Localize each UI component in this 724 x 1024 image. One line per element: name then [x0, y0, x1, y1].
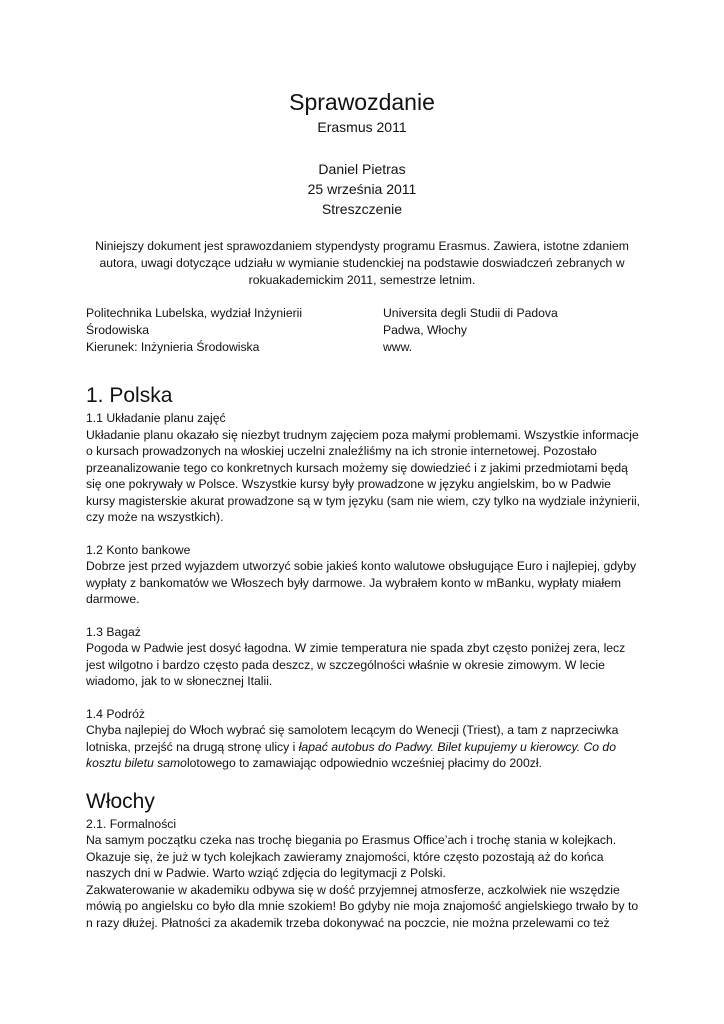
host-university-name: Universita degli Studii di Padova: [383, 306, 558, 320]
subsection-heading-plan: 1.1 Układanie planu zajęć: [86, 411, 226, 425]
section-heading-polska: 1. Polska: [86, 384, 173, 407]
travel-text-italic: łapać autobus do Padwy. Bilet kupujemy u kierowcy. Co do kosztu biletu samo: [86, 739, 616, 770]
author-name: Daniel Pietras: [318, 161, 406, 177]
subsection-heading-bank: 1.2 Konto bankowe: [86, 542, 191, 557]
subsection-heading-luggage: 1.3 Bagaż: [86, 624, 141, 639]
paragraph-luggage: Pogoda w Padwie jest dosyć łagodna. W zimie temperatura nie spada zbyt często poniżej zera, lecz jest wilgotno i bardzo często pada deszcz, w szczególności właśnie w okresie zimowym. W lecie wiadomo, jak to w słonecznej Italii.: [86, 641, 626, 688]
home-university-line: Politechnika Lubelska, wydział Inżynierii: [86, 306, 303, 320]
paragraph-formalities: Na samym początku czeka nas trochę biegania po Erasmus Office’ach i trochę stania w kolejkach. Okazuje się, że już w tych kolejkach zawieramy znajomości, które często pozostają aż do końca naszych dni w Padwie. Warto wziąć zdjęcia do legitymacji z Polski.: [86, 833, 617, 880]
host-university-block: [383, 305, 643, 356]
subsection-heading-formalities: 2.1. Formalności: [86, 816, 177, 831]
document-body: [86, 384, 642, 931]
paragraph-travel: [86, 722, 642, 772]
home-university-block: [86, 305, 346, 356]
host-website: www.: [383, 340, 413, 354]
paragraph-plan: Układanie planu okazało się niezbyt trudnym zajęciem poza małymi problemami. Wszystkie informacje o kursach prowadzonych na włoskiej uczelni znaleźliśmy na ich stronie internetowej. Pozostało przeanalizowanie tego co konkretnych kursach możemy się dowiedzieć i z jakimi przedmiotami będą się one pokrywały w Polsce. Wszystkie kursy były prowadzone w języku angielskim, bo w Padwie kursy magisterskie akurat prowadzone są w tym języku (sam nie wiem, czy tylko na wydziale inżynierii, czy może na wszystkich).: [86, 427, 641, 524]
travel-text-end: lotowego to zamawiając odpowiednio wcześniej płacimy do 200zł.: [186, 756, 542, 770]
home-field-of-study: Kierunek: Inżynieria Środowiska: [86, 340, 260, 354]
document-subtitle: Erasmus 2011: [317, 119, 407, 135]
subsection-heading-travel: 1.4 Podróż: [86, 706, 145, 721]
paragraph-bank: Dobrze jest przed wyjazdem utworzyć sobie jakieś konto walutowe obsługujące Euro i najlepiej, gdyby wypłaty z bankomatów we Włoszech były darmowe. Ja wybrałem konto w mBanku, wypłaty miałem darmowe.: [86, 559, 637, 606]
home-university-line: Środowiska: [86, 323, 149, 337]
host-city: Padwa, Włochy: [383, 323, 467, 337]
section-heading-wlochy: Włochy: [86, 789, 155, 813]
abstract-text: Niniejszy dokument jest sprawozdaniem stypendysty programu Erasmus. Zawiera, istotne zdaniem autora, uwagi dotyczące udziału w wymianie studenckiej na podstawie doswiadczeń zebranych w rokuakademickim 2011, semestrze letnim.: [95, 239, 629, 287]
travel-text-start: Chyba najlepiej do Włoch wybrać się samolotem lecącym do Wenecji (Triest), a tam z naprzeciwka lotniska, przejść na drugą stronę ulicy i: [86, 723, 619, 754]
document-title: Sprawozdanie: [289, 89, 435, 115]
paragraph-accommodation: Zakwaterowanie w akademiku odbywa się w dość przyjemnej atmosferze, aczkolwiek nie wszędzie mówią po angielsku co było dla mnie szokiem! Bo gdyby nie moja znajomość angielskiego trwało by to n razy dłużej. Płatności za akademik trzeba dokonywać na poczcie, nie można przelewami co też: [86, 882, 639, 930]
document-date: 25 września 2011: [307, 181, 417, 197]
summary-heading: Streszczenie: [321, 201, 403, 217]
